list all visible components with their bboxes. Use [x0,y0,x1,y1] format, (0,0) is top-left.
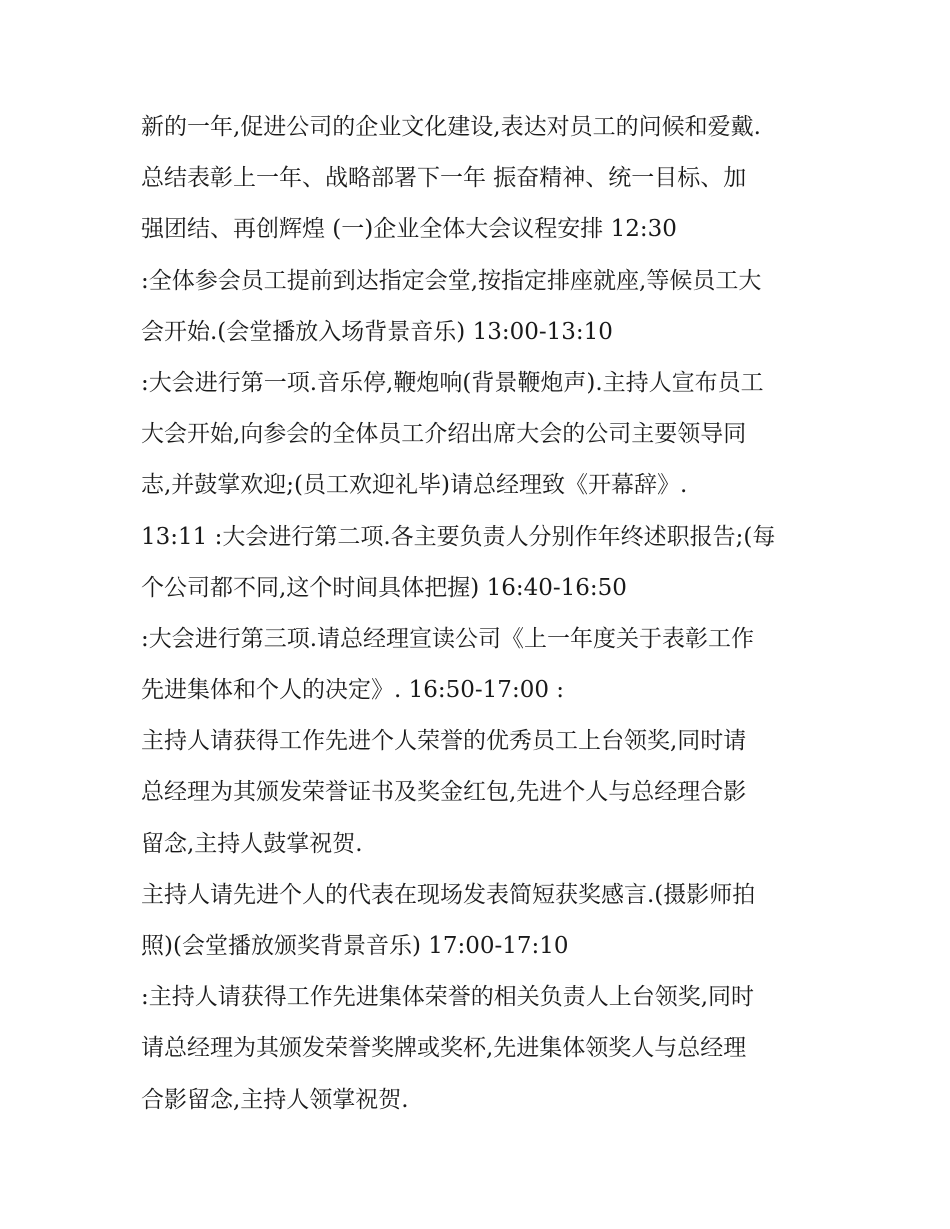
text-line: :大会进行第三项.请总经理宣读公司《上一年度关于表彰工作 [141,625,755,652]
text-line: 留念,主持人鼓掌祝贺. [141,830,363,857]
text-line: 个公司都不同,这个时间具体把握) 16:40-16:50 [141,574,627,601]
text-line: :全体参会员工提前到达指定会堂,按指定排座就座,等候员工大 [141,267,762,294]
text-line: :主持人请获得工作先进集体荣誉的相关负责人上台领奖,同时 [141,984,755,1011]
document-body [141,102,821,1126]
text-line: 请总经理为其颁发荣誉奖牌或奖杯,先进集体领奖人与总经理 [141,1035,747,1062]
text-line: 13:11 :大会进行第二项.各主要负责人分别作年终述职报告;(每 [141,523,776,550]
text-line: 总经理为其颁发荣誉证书及奖金红包,先进个人与总经理合影 [141,779,747,806]
text-line: :大会进行第一项.音乐停,鞭炮响(背景鞭炮声).主持人宣布员工 [141,369,764,396]
text-line: 合影留念,主持人领掌祝贺. [141,1086,409,1113]
text-line: 大会开始,向参会的全体员工介绍出席大会的公司主要领导同 [141,421,747,448]
text-line: 强团结、再创辉煌 (一)企业全体大会议程安排 12:30 [141,216,677,243]
text-line: 先进集体和个人的决定》. 16:50-17:00 : [141,677,565,704]
text-line: 总结表彰上一年、战略部署下一年 振奋精神、统一目标、加 [141,165,747,192]
text-line: 照)(会堂播放颁奖背景音乐) 17:00-17:10 [141,933,569,959]
text-line: 主持人请获得工作先进个人荣誉的优秀员工上台领奖,同时请 [141,728,747,755]
text-line: 会开始.(会堂播放入场背景音乐) 13:00-13:10 [141,318,613,345]
text-line: 新的一年,促进公司的企业文化建设,表达对员工的问候和爱戴. [141,114,761,140]
text-line: 主持人请先进个人的代表在现场发表简短获奖感言.(摄影师拍 [141,881,756,908]
text-line: 志,并鼓掌欢迎;(员工欢迎礼毕)请总经理致《开幕辞》. [141,472,688,499]
